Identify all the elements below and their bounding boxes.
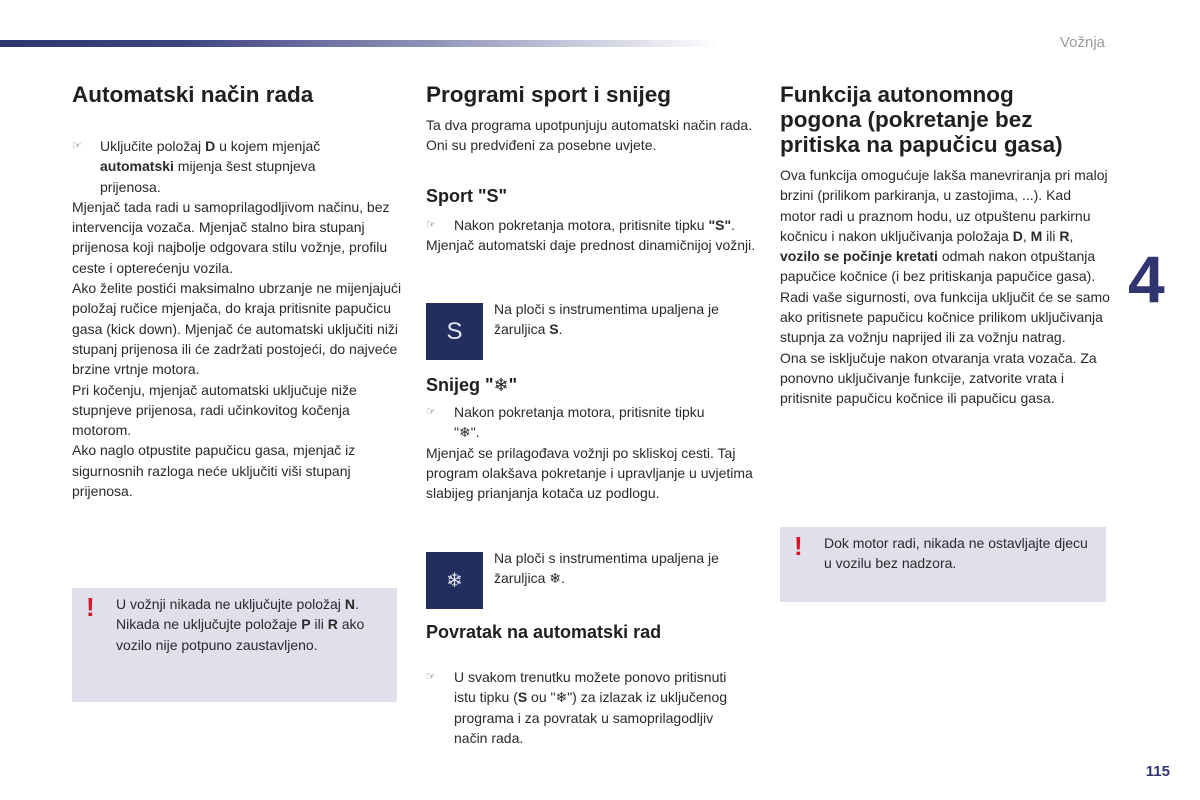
warning-box-neutral <box>72 588 397 702</box>
text-bold: automatski <box>100 158 174 175</box>
snow-section <box>426 374 756 503</box>
text: Dok motor radi, nikada ne ostavljajte djecu u vozilu bez nadzora. <box>824 535 1088 572</box>
text-bold: D <box>205 138 216 154</box>
paragraph: Radi vaše sigurnosti, ova funkcija uključit će se samo ako pritisnete papučicu kočnice prilikom uključivanja stupnja za vožnju naprijed ili za vožnju natrag. <box>780 288 1110 346</box>
chapter-number: 4 <box>1128 242 1165 316</box>
text: Ova funkcija omogućuje lakša manevriranja pri maloj brzini (prilikom parkiranja, u zastojima, ...). Kad motor radi u praznom hodu, uz otpuštenu parkirnu kočnicu i nakon uključivanja položaja <box>780 167 1108 244</box>
header-gradient-bar <box>0 40 720 47</box>
text-bold: "S" <box>708 216 732 233</box>
paragraph-snow: Mjenjač se prilagođava vožnji po skliskoj cesti. Taj program olakšava pokretanje i upravljanje u uvjetima slabijeg prianjanja kotača uz podlogu. <box>426 444 753 502</box>
heading-automatic-mode: Automatski način rada <box>72 82 314 107</box>
text: ili <box>310 616 328 633</box>
text-bold: vozilo se počinje kretati <box>780 248 938 265</box>
text: ili <box>1042 227 1060 244</box>
text-bold: R <box>327 616 338 633</box>
bullet-press-s <box>426 215 756 235</box>
text-bold: S <box>549 321 559 338</box>
pointing-hand-icon: ☞ <box>72 140 82 152</box>
exclamation-icon: ! <box>86 592 95 622</box>
heading-sport: Sport "S" <box>426 185 508 206</box>
warning-box-children <box>780 527 1106 602</box>
text-bold: P <box>301 616 311 633</box>
pointing-hand-icon: ☞ <box>426 671 436 683</box>
paragraph: Ako želite postići maksimalno ubrzanje ne mijenjajući položaj ručice mjenjača, do kraja pritisnite papučicu gasa (kick down). Mjenjač će automatski uključiti niži stupanj prijenosa ili će zadržati postojeći, do najveće brzine vrtnje motora. <box>72 280 402 378</box>
snowflake-icon: ❄ <box>446 570 463 592</box>
text: Uključite položaj <box>100 138 206 154</box>
paragraph: Mjenjač tada radi u samoprilagodljivom načinu, bez intervencija vozača. Mjenjač stalno bira stupanj prijenosa koji najbolje odgovara stilu vožnje, profilu ceste i opterećenju vozila. <box>72 198 390 276</box>
text: Nakon pokretanja motora, pritisnite tipku "❄". <box>454 404 705 441</box>
sport-indicator-tile <box>426 303 483 360</box>
sport-indicator-text <box>494 299 749 340</box>
paragraph: Ako naglo otpustite papučicu gasa, mjenjač iz sigurnosnih razloga neće uključiti viši stupanj prijenosa. <box>72 442 356 500</box>
text: . <box>731 216 735 233</box>
pointing-hand-icon: ☞ <box>426 406 436 418</box>
text-bold: R <box>1059 227 1070 244</box>
bullet-return <box>426 667 734 748</box>
text: , <box>1069 227 1074 244</box>
paragraph-sport: Mjenjač automatski daje prednost dinamičnijoj vožnji. <box>426 236 756 253</box>
text-bold: N <box>344 596 355 612</box>
text: mijenja šest stupnjeva prijenosa. <box>100 158 316 195</box>
section-name: Vožnja <box>1059 34 1105 51</box>
return-section <box>426 621 756 748</box>
column-automatic-mode <box>72 82 402 501</box>
column-autonomous-drive <box>780 82 1110 409</box>
text: u kojem mjenjač <box>215 138 321 154</box>
text: U svakom trenutku možete ponovo pritisnuti istu tipku ( <box>454 669 727 706</box>
heading-autonomous-drive: Funkcija autonomnog pogona (pokretanje bez pritiska na papučicu gasa) <box>780 82 1063 157</box>
paragraph: Ona se isključuje nakon otvaranja vrata vozača. Za ponovno uključivanje funkcije, zatvorite vrata i pritisnite papučicu kočnice ili papučicu gasa. <box>780 349 1097 407</box>
snow-indicator-text: Na ploči s instrumentima upaljena je žaruljica ❄. <box>494 550 719 587</box>
paragraph: Pri kočenju, mjenjač automatski uključuje niže stupnjeve prijenosa, radi učinkovitog kočenja motorom. <box>72 381 357 439</box>
sport-s-icon: S <box>446 317 463 345</box>
text-bold: S <box>517 689 528 706</box>
paragraph <box>780 165 1110 287</box>
heading-snow: Snijeg "❄" <box>426 375 518 395</box>
heading-return: Povratak na automatski rad <box>426 622 662 642</box>
text: , <box>1022 227 1031 244</box>
bullet-engage-d <box>72 136 375 197</box>
text: Nakon pokretanja motora, pritisnite tipku <box>454 216 709 233</box>
bullet-press-snow <box>426 402 714 443</box>
text: Na ploči s instrumentima upaljena je žaruljica <box>494 301 719 338</box>
column-programs <box>426 82 756 255</box>
text: . Nikada ne uključujte položaje <box>116 596 359 633</box>
text: U vožnji nikada ne uključujte položaj <box>116 596 345 612</box>
text-bold: D <box>1012 227 1023 244</box>
snow-indicator-tile <box>426 552 483 609</box>
page-number: 115 <box>1145 763 1170 780</box>
text: ou "❄") za izlazak iz uključenog programa i za povratak u samoprilagodljiv način rada. <box>454 689 728 746</box>
pointing-hand-icon: ☞ <box>426 218 436 231</box>
text: ako vozilo nije potpuno zaustavljeno. <box>116 616 365 653</box>
text-bold: M <box>1030 227 1043 244</box>
text: . <box>558 321 563 338</box>
paragraph-intro: Ta dva programa upotpunjuju automatski način rada. Oni su predviđeni za posebne uvjete. <box>426 117 753 154</box>
text: odmah nakon otpuštanja papučice kočnice (i bez pritiskanja papučice gasa). <box>780 248 1096 285</box>
exclamation-icon: ! <box>794 531 803 561</box>
heading-programs: Programi sport i snijeg <box>426 82 672 107</box>
